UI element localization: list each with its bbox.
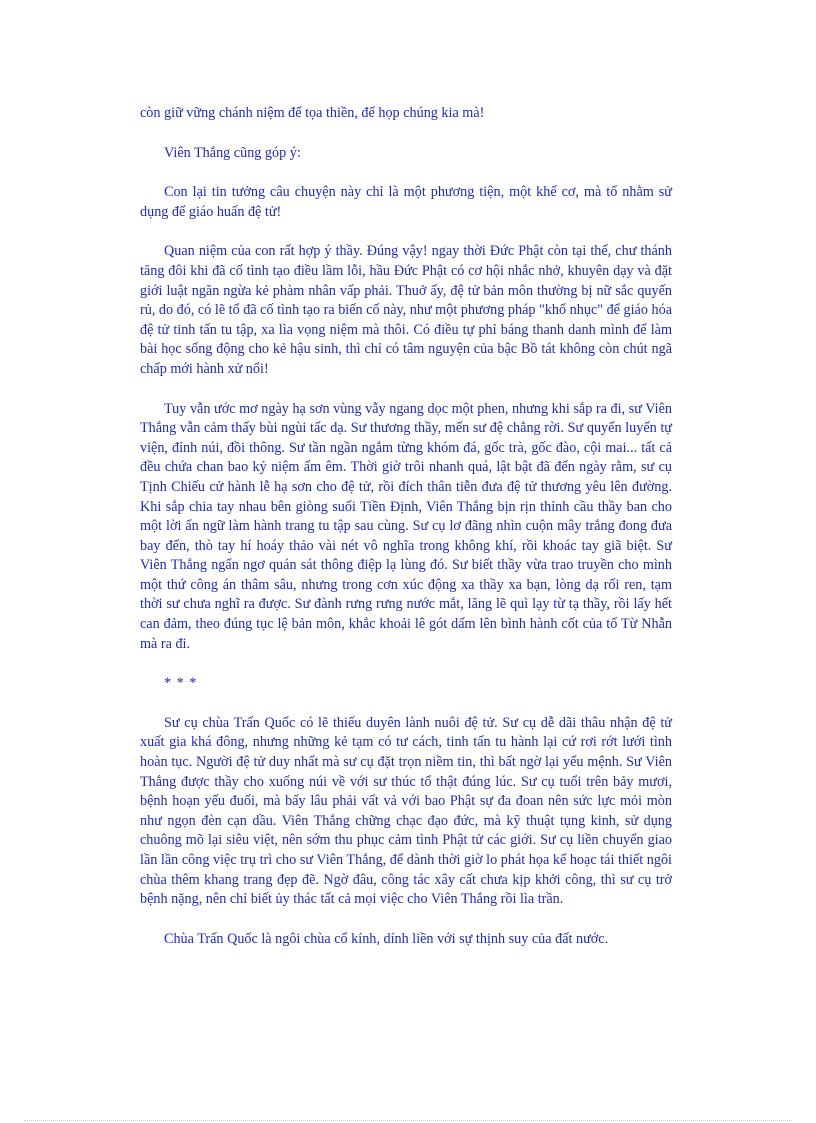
page-bottom-divider	[24, 1120, 792, 1121]
paragraph-tran-quoc-temple: Sư cụ chùa Trấn Quốc có lẽ thiếu duyên lành nuôi đệ tử. Sư cụ dễ dãi thâu nhận đệ tử xuất gia khá đông, nhưng những kẻ tạm có tư cách, tinh tấn tu hành lại cứ rơi rớt lưới tình hoàn tục. Người đệ tử duy nhất mà sư cụ đặt trọn niềm tin, thì bất ngờ lại yểu mệnh. Sư Viên Thắng được thầy cho xuống núi về với sư thúc tổ thật đúng lúc. Sư cụ tuổi trên bảy mươi, bệnh hoạn yếu đuối, mà bấy lâu phải vất vả với bao Phật sự đa đoan nên sức lực mỏi mòn như ngọn đèn cạn dầu. Viên Thắng chững chạc đạo đức, mà kỹ thuật tụng kinh, sử dụng chuông mõ lại siêu việt, nên sớm thu phục cảm tình Phật tử các giới. Sư cụ liền chuyển giao lần lần công việc trụ trì cho sư Viên Thắng, để dành thời giờ lo phát họa kế hoạc tái thiết ngôi chùa thêm khang trang đẹp đẽ. Ngờ đâu, công tác xây cất chưa kịp khởi công, thì sư cụ trở bệnh nặng, nên chỉ biết ủy thác tất cả mọi việc cho Viên Thắng rồi lìa trần.	[140, 714, 672, 908]
paragraph-gap	[140, 380, 672, 400]
section-separator: * * *	[164, 675, 198, 692]
paragraph-gap	[140, 654, 672, 674]
paragraph-master-reply: Quan niệm của con rất hợp ý thầy. Đúng vậy! ngay thời Đức Phật còn tại thế, chư thánh tăng đôi khi đã cố tình tạo điều lầm lỗi, hầu Đức Phật có cơ hội nhắc nhở, khuyên dạy và đặt giới luật ngăn ngừa kẻ phàm nhân vấp phải. Thuở ấy, đệ tử bản môn thường bị nữ sắc quyến rủ, do đó, có lẽ tổ đã cố tình tạo ra biến cố này, như một phương pháp "khổ nhục" để giáo hóa đệ tử tinh tấn tu tập, xa lìa vọng niệm mà thôi. Có điều tự phỉ báng thanh danh mình để làm bài học sống động cho kẻ hậu sinh, thì chỉ có tâm nguyện của bậc Bồ tát không còn chút ngã chấp mới hành xử nổi!	[140, 243, 672, 377]
paragraph-dialogue-intro: Viên Thắng cũng góp ý:	[164, 144, 301, 161]
paragraph-gap	[140, 222, 672, 242]
paragraph-departure: Tuy vẫn ước mơ ngày hạ sơn vùng vẫy ngang dọc một phen, nhưng khi sắp ra đi, sư Viên Thắng vẫn cảm thấy bùi ngùi tấc dạ. Sư thương thầy, mến sư đệ chẳng rời. Sư quyến luyến tự viện, đỉnh núi, đồi thông. Sư tần ngần ngắm từng khóm đá, gốc trà, gốc đào, cội mai... tất cả đều chứa chan bao kỷ niệm ấm êm. Thời giờ trôi nhanh quá, lật bật đã đến ngày rằm, sư cụ Tịnh Chiếu cử hành lễ hạ sơn cho đệ tử, rồi đích thân tiễn đưa đệ tử thương yêu lên đường. Khi sắp chia tay nhau bên giòng suối Tiền Định, Viên Thắng bịn rịn thỉnh cầu thầy ban cho một lời ẩn ngữ làm hành trang tu tập sau cùng. Sư cụ lơ đãng nhìn cuộn mây trắng đong đưa bay đến, thò tay hí hoáy thảo vài nét vô nghĩa trong không khí, rồi khoác tay giã biệt. Sư Viên Thắng ngẩn ngơ quán sát thông điệp lạ lùng đó. Sư biết thầy vừa trao truyền cho mình một thứ công án thâm sâu, nhưng trong cơn xúc động xa thầy xa bạn, lòng dạ rối ren, tạm thời sư chưa nghĩ ra được. Sư đành rưng rưng nước mắt, lăng lẽ quì lạy từ tạ thầy, rồi lấy hết can đảm, theo đúng tục lệ bản môn, khắc khoải lê gót dấm lên bình hành cốt của tổ Từ Nhẫn mà ra đi.	[140, 400, 672, 652]
paragraph-gap	[140, 163, 672, 183]
document-body	[140, 104, 672, 949]
paragraph-continuation: còn giữ vững chánh niệm để tọa thiền, để họp chúng kia mà!	[140, 105, 485, 121]
paragraph-vien-thang-opinion: Con lại tin tưởng câu chuyện này chỉ là một phương tiện, một khế cơ, mà tổ nhằm sử dụng để giáo huấn đệ tử!	[140, 184, 672, 220]
paragraph-gap	[140, 694, 672, 714]
paragraph-gap	[140, 910, 672, 930]
paragraph-gap	[140, 124, 672, 144]
paragraph-closing: Chùa Trấn Quốc là ngôi chùa cổ kính, dính liền với sự thịnh suy của đất nước.	[164, 930, 609, 947]
